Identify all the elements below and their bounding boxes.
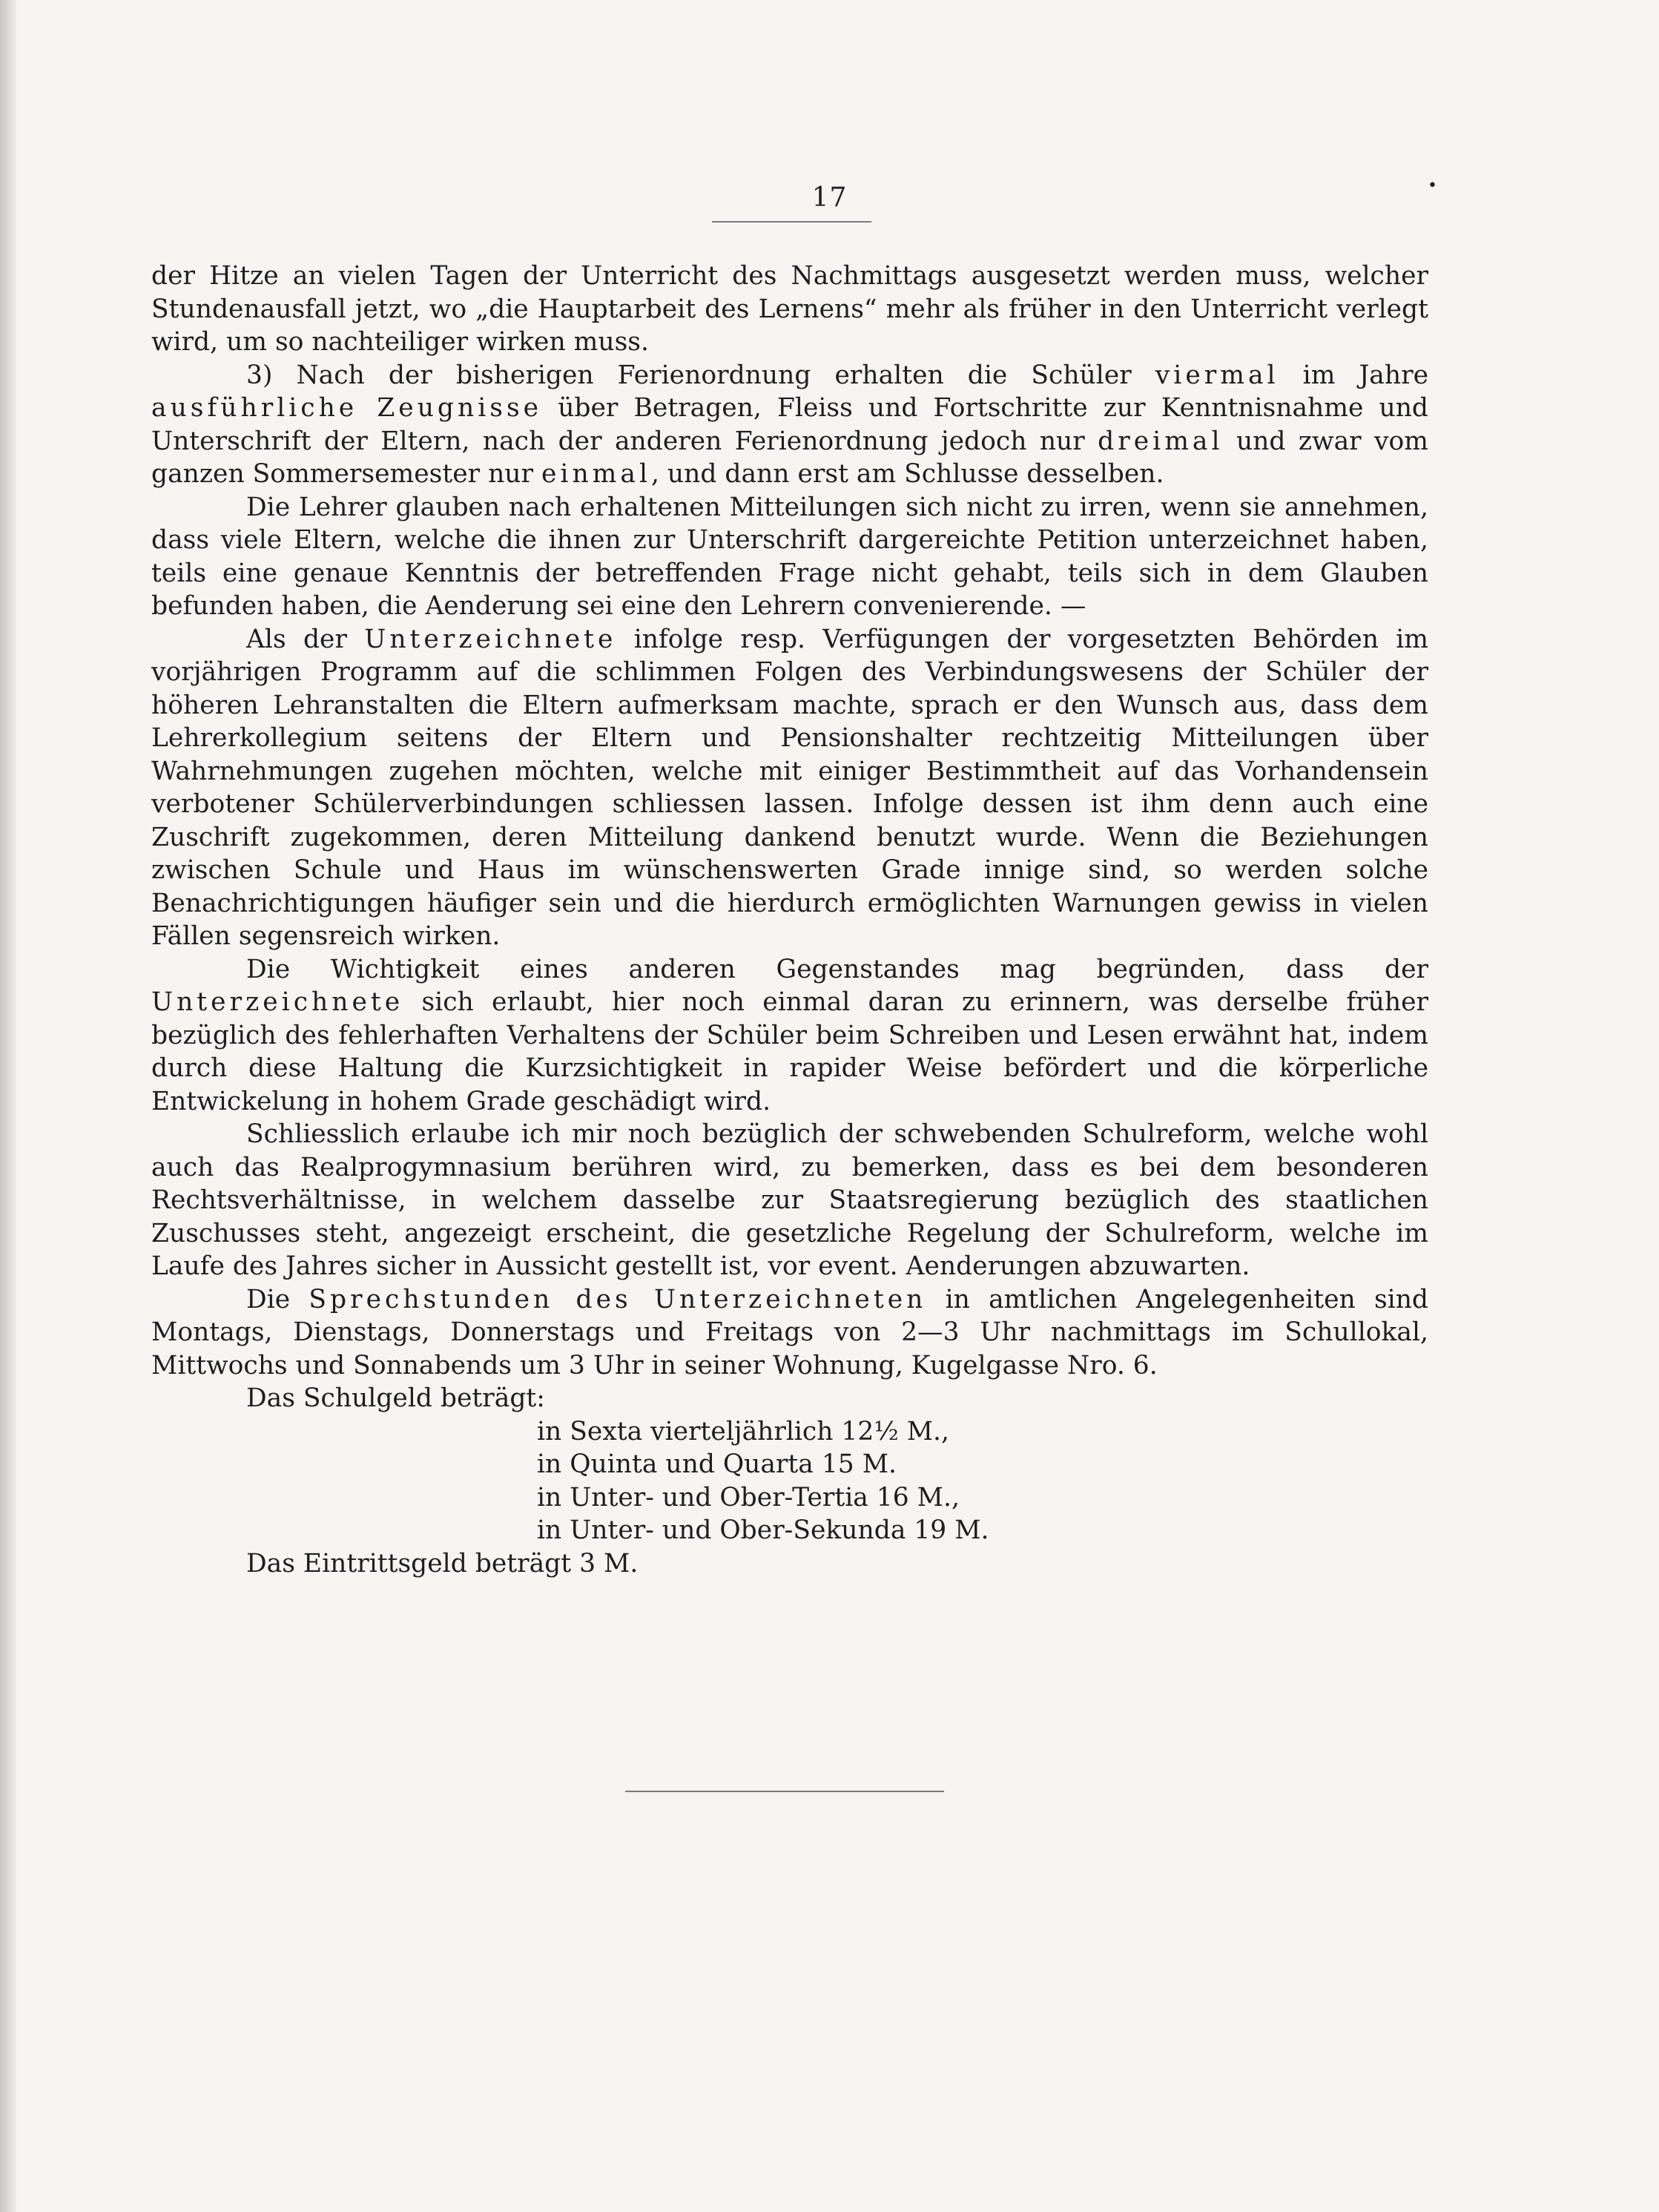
page-number: 17 [811,182,848,213]
page-edge-shadow [0,0,16,2212]
emphasis: einmal [541,459,651,489]
fee-item: in Unter- und Ober-Sekunda 19 M. [537,1515,989,1545]
emphasis: Sprechstunden des Unterzeichneten [309,1284,927,1314]
paragraph-sprechstunden: Die Sprechstunden des Unterzeichneten in amtlichen Angelegenheiten sind Montags, Dienstags, Donnerstags und Freitags von 2—3 Uhr nachmittags im Schullokal, Mittwochs und Sonnabends um 3 Uhr in seiner Wohnung, Kugelgasse Nro. 6. [151,1284,1428,1380]
paragraph-lehrer: Die Lehrer glauben nach erhaltenen Mitteilungen sich nicht zu irren, wenn sie annehmen, dass viele Eltern, welche die ihnen zur Unterschrift dargereichte Petition unterzeichnet haben, teils eine genaue Kenntnis der betreffenden Frage nicht gehabt, teils sich in dem Glauben befunden haben, die Aenderung sei eine den Lehrern convenierende. — [151,492,1428,621]
paragraph-ferienordnung: 3) Nach der bisherigen Ferienordnung erhalten die Schüler viermal im Jahre ausführliche Zeugnisse über Betragen, Fleiss und Fortschritte zur Kenntnisnahme und Unterschrift der Eltern, nach der anderen Ferienordnung jedoch nur dreimal und zwar vom ganzen Sommersemester nur einmal, und dann erst am Schlusse desselben. [151,360,1429,489]
emphasis: viermal [1155,360,1279,390]
paragraph-continuation: der Hitze an vielen Tagen der Unterricht des Nachmittags ausgesetzt werden muss, welcher Stundenausfall jetzt, wo „die Hauptarbeit des Lernens“ mehr als früher in den Unterricht verlegt wird, um so nachteiliger wirken muss. [151,261,1428,357]
emphasis: Unterzeichnete [364,624,617,654]
entrance-fee: Das Eintrittsgeld beträgt 3 M. [246,1548,639,1579]
emphasis: dreimal [1098,426,1224,456]
body-text [151,260,1428,1580]
emphasis: ausführliche Zeugnisse [151,393,543,423]
fee-list [151,1382,1428,1580]
paragraph-verbindungswesen: Als der Unterzeichnete infolge resp. Verfügungen der vorgesetzten Behörden im vorjährigen Programm auf die schlimmen Folgen des Verbindungswesens der Schüler der höheren Lehranstalten die Eltern aufmerksam machte, sprach er den Wunsch aus, dass dem Lehrerkollegium seitens der Eltern und Pensionshalter rechtzeitig Mitteilungen über Wahrnehmungen zugehen möchten, welche mit einiger Bestimmtheit auf das Vorhandensein verbotener Schülerverbindungen schliessen lassen. Infolge dessen ist ihm denn auch eine Zuschrift zugekommen, deren Mitteilung dankend benutzt wurde. Wenn die Beziehungen zwischen Schule und Haus im wünschenswerten Grade innige sind, so werden solche Benachrichtigungen häufiger sein und die hierdurch ermöglichten Warnungen gewiss in vielen Fällen segensreich wirken. [151,624,1428,951]
fee-intro: Das Schulgeld beträgt: [246,1383,545,1413]
paragraph-schulreform: Schliesslich erlaube ich mir noch bezüglich der schwebenden Schulreform, welche wohl auch das Realprogymnasium berühren wird, zu bemerken, dass es bei dem besonderen Rechtsverhältnisse, in welchem dasselbe zur Staatsregierung bezüglich des staatlichen Zuschusses steht, angezeigt erscheint, die gesetzliche Regelung der Schulreform, welche im Laufe des Jahres sicher in Aussicht gestellt ist, vor event. Aenderungen abzuwarten. [151,1119,1428,1281]
page-number-rule [712,221,871,223]
fee-item: in Quinta und Quarta 15 M. [537,1449,897,1479]
paragraph-wichtigkeit: Die Wichtigkeit eines anderen Gegenstandes mag begründen, dass der Unterzeichnete sich erlaubt, hier noch einmal daran zu erinnern, was derselbe früher bezüglich des fehlerhaften Verhaltens der Schüler beim Schreiben und Lesen erwähnt hat, indem durch diese Haltung die Kurzsichtigkeit in rapider Weise befördert und die körperliche Entwickelung in hohem Grade geschädigt wird. [151,954,1428,1116]
fee-item: in Unter- und Ober-Tertia 16 M., [537,1482,960,1512]
closing-rule [625,1791,944,1792]
emphasis: Unterzeichnete [151,987,404,1017]
fee-item: in Sexta vierteljährlich 12½ M., [537,1416,949,1446]
ink-speck: • [1428,177,1437,195]
